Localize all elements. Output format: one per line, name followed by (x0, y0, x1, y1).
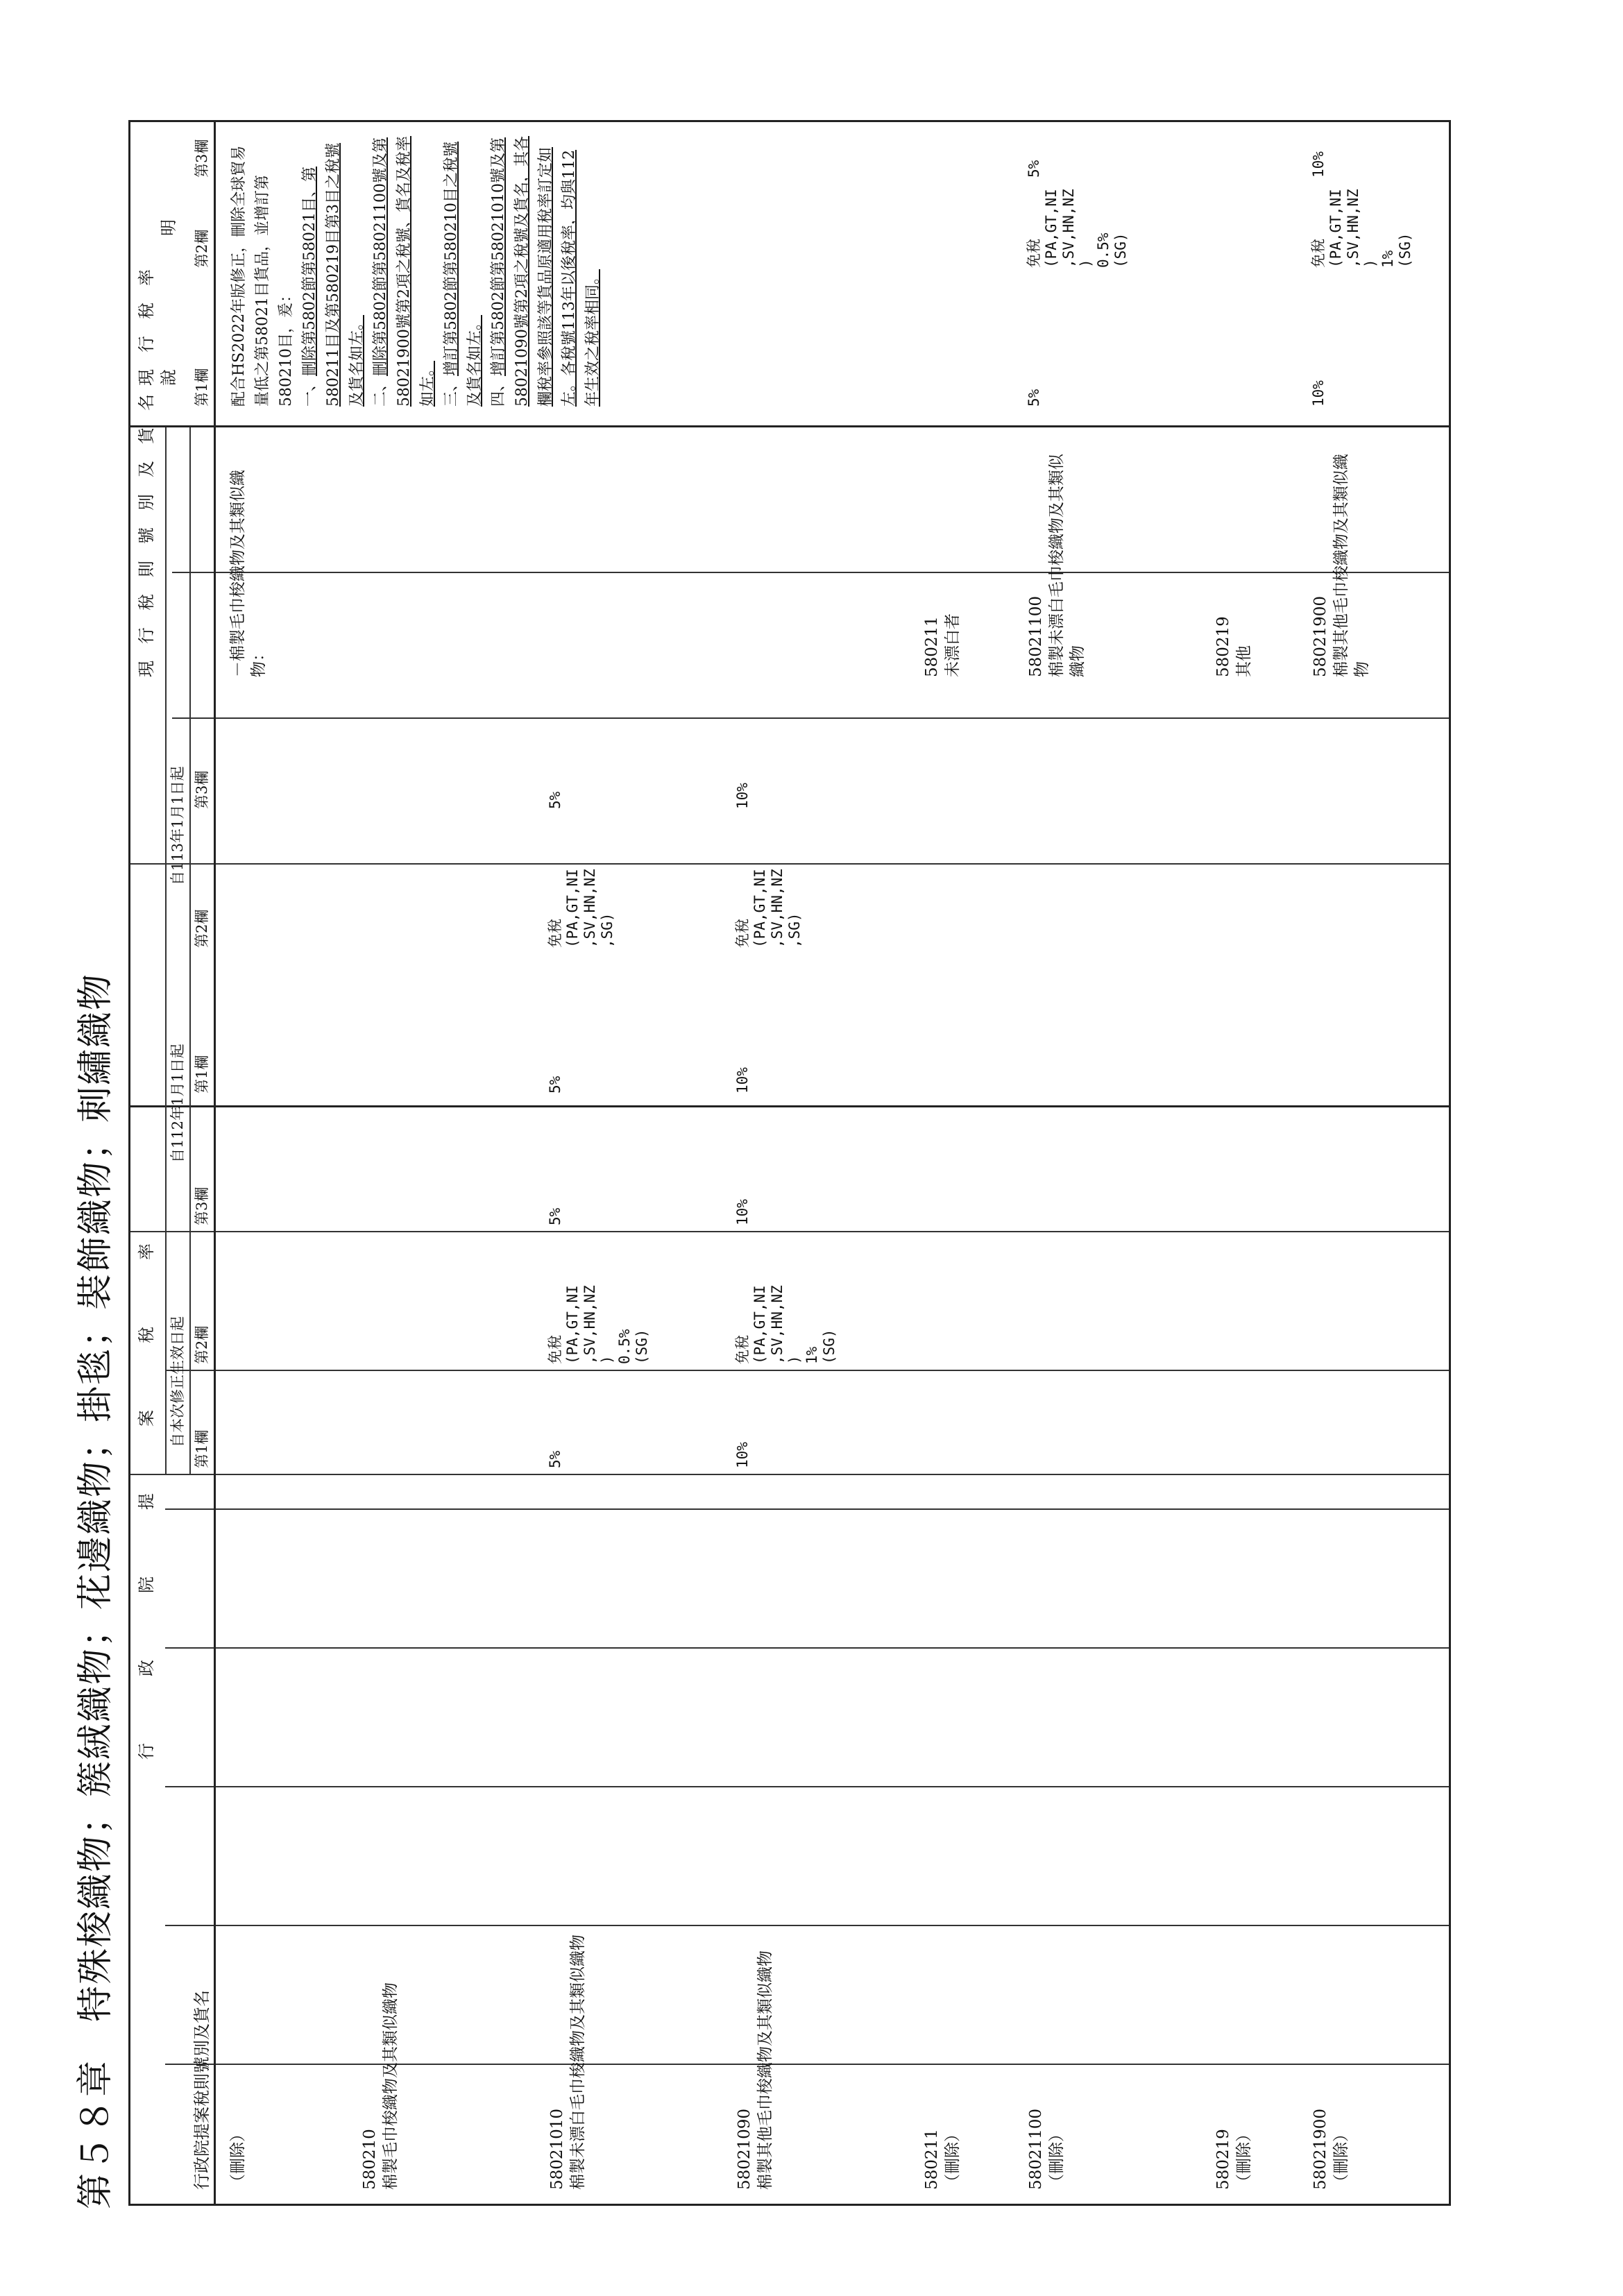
proposed-code-header: 行政院提案稅則號別及貨名 (192, 1990, 212, 2190)
divider-line (172, 717, 1449, 719)
divider-line (189, 427, 191, 1475)
explanation-header: 說 明 (159, 219, 178, 386)
current-name: －棉製毛巾梭織物及其類似織物： (229, 470, 268, 677)
divider-line (165, 1925, 1449, 1926)
proposed-code: 58021010 (548, 2108, 566, 2190)
rate-value: 5% (547, 1450, 563, 1468)
col-header: 第3欄 (194, 770, 210, 809)
rate-value: 5% (547, 791, 563, 809)
rate-value: 5% (547, 1207, 563, 1225)
proposed-name: 棉製其他毛巾梭織物及其類似織物 (756, 1950, 774, 2190)
divider-line (130, 863, 1449, 865)
col-header: 第1欄 (194, 1055, 210, 1094)
proposed-name: （刪除） (944, 2126, 962, 2190)
tariff-table (128, 120, 1451, 2206)
proposed-name: 棉製毛巾梭織物及其類似織物 (382, 1982, 400, 2190)
rate-value: 10% (1310, 380, 1327, 407)
divider-line (165, 1647, 1449, 1649)
rate-value: 5% (1026, 160, 1042, 178)
page-title: 第５８章 特殊梭織物；簇絨織物；花邊織物；掛毯；裝飾織物；刺繡織物 (75, 972, 117, 2209)
proposed-rate-header: 行 政 院 提 案 稅 率 (137, 1218, 156, 1760)
current-code: 58021900 (1311, 595, 1329, 677)
divider-line (165, 1231, 1449, 1232)
proposed-name: （刪除） (1235, 2126, 1253, 2190)
rate-value: 免稅 (PA,GT,NI ,SV,HN,NZ ) 1% (SG) (1310, 189, 1413, 268)
rate-value: 免稅 (PA,GT,NI ,SV,HN,NZ ) 1% (SG) (734, 1285, 838, 1364)
current-code: 580219 (1214, 616, 1232, 677)
divider-line (130, 1105, 1449, 1107)
divider-line (165, 427, 167, 1475)
col-header: 第3欄 (194, 1187, 210, 1225)
col-header: 第1欄 (194, 1429, 210, 1468)
rate-value: 10% (734, 783, 751, 809)
rate-value: 10% (1310, 151, 1327, 178)
proposed-code: 58021100 (1027, 2108, 1045, 2190)
rate-value: 免稅 (PA,GT,NI ,SV,HN,NZ ,SG) (734, 869, 803, 948)
proposed-name: 棉製未漂白毛巾梭織物及其類似織物 (569, 1934, 587, 2190)
col-header: 第1欄 (194, 368, 210, 407)
col-header: 第3欄 (194, 139, 210, 178)
divider-line (130, 1474, 1449, 1475)
period-3-header: 自113年1月1日起 (169, 766, 186, 885)
col-header: 第2欄 (194, 1325, 210, 1364)
current-name: 棉製其他毛巾梭織物及其類似織物 (1332, 454, 1371, 677)
rate-value: 5% (1026, 389, 1042, 407)
rate-value: 10% (734, 1199, 751, 1225)
proposed-code: 580210 (361, 2129, 379, 2190)
proposed-code: 58021900 (1311, 2108, 1329, 2190)
explanation-text: 配合HS2022年版修正，刪除全球貿易量低之第58021目貨品，並增訂第580210目，爰： 一、刪除第5802節第58021目、第580211目及第580219目第3目之稅號及貨名如左。 二、刪除第5802節第58021100號及第58021900號第2項之稅號、貨名及稅率如左。 三、增訂第5802節第580210目之稅號及貨名如左。 四、增訂第5802節第58021010號及第58021090號第2項之稅號及貨名，其各欄稅率參照該等貨品原適用稅率訂定如左。各稅號113年以後稅率，均與112年生效之稅率相同。 (230, 136, 602, 407)
period-2-header: 自112年1月1日起 (169, 1044, 186, 1163)
divider-line (165, 1370, 1449, 1371)
divider-line (165, 1508, 1449, 1510)
current-code: 58021100 (1027, 595, 1045, 677)
proposed-name: （刪除） (1332, 2126, 1350, 2190)
rate-value: 免稅 (PA,GT,NI ,SV,HN,NZ ) 0.5% (SG) (547, 1285, 650, 1364)
divider-line (172, 572, 1449, 573)
proposed-code: 58021090 (736, 2108, 754, 2190)
divider-line (214, 122, 216, 2204)
current-rate-header: 現 行 稅 率 (137, 269, 156, 386)
rate-value: 10% (734, 1067, 751, 1094)
divider-line (165, 1786, 1449, 1787)
rate-value: 5% (547, 1075, 563, 1094)
period-1-header: 自本次修正生效日起 (169, 1316, 186, 1447)
current-code: 580211 (923, 616, 941, 677)
divider-line (130, 425, 1449, 427)
current-code-header: 現 行 稅 則 號 別 及 貨 名 (137, 394, 156, 677)
proposed-code: 580211 (923, 2129, 941, 2190)
current-name: 棉製未漂白毛巾梭織物及其類似織物 (1048, 454, 1087, 677)
rate-value: 免稅 (PA,GT,NI ,SV,HN,NZ ,SG) (547, 869, 615, 948)
divider-line (165, 2064, 1449, 2065)
col-header: 第2欄 (194, 229, 210, 268)
rate-value: 10% (734, 1442, 751, 1468)
proposed-name: （刪除） (229, 2126, 247, 2190)
proposed-name: （刪除） (1048, 2126, 1066, 2190)
proposed-code: 580219 (1214, 2129, 1232, 2190)
col-header: 第2欄 (194, 909, 210, 948)
current-name: 其他 (1235, 645, 1253, 677)
current-name: 未漂白者 (944, 613, 962, 677)
rate-value: 免稅 (PA,GT,NI ,SV,HN,NZ ) 0.5% (SG) (1026, 189, 1129, 268)
